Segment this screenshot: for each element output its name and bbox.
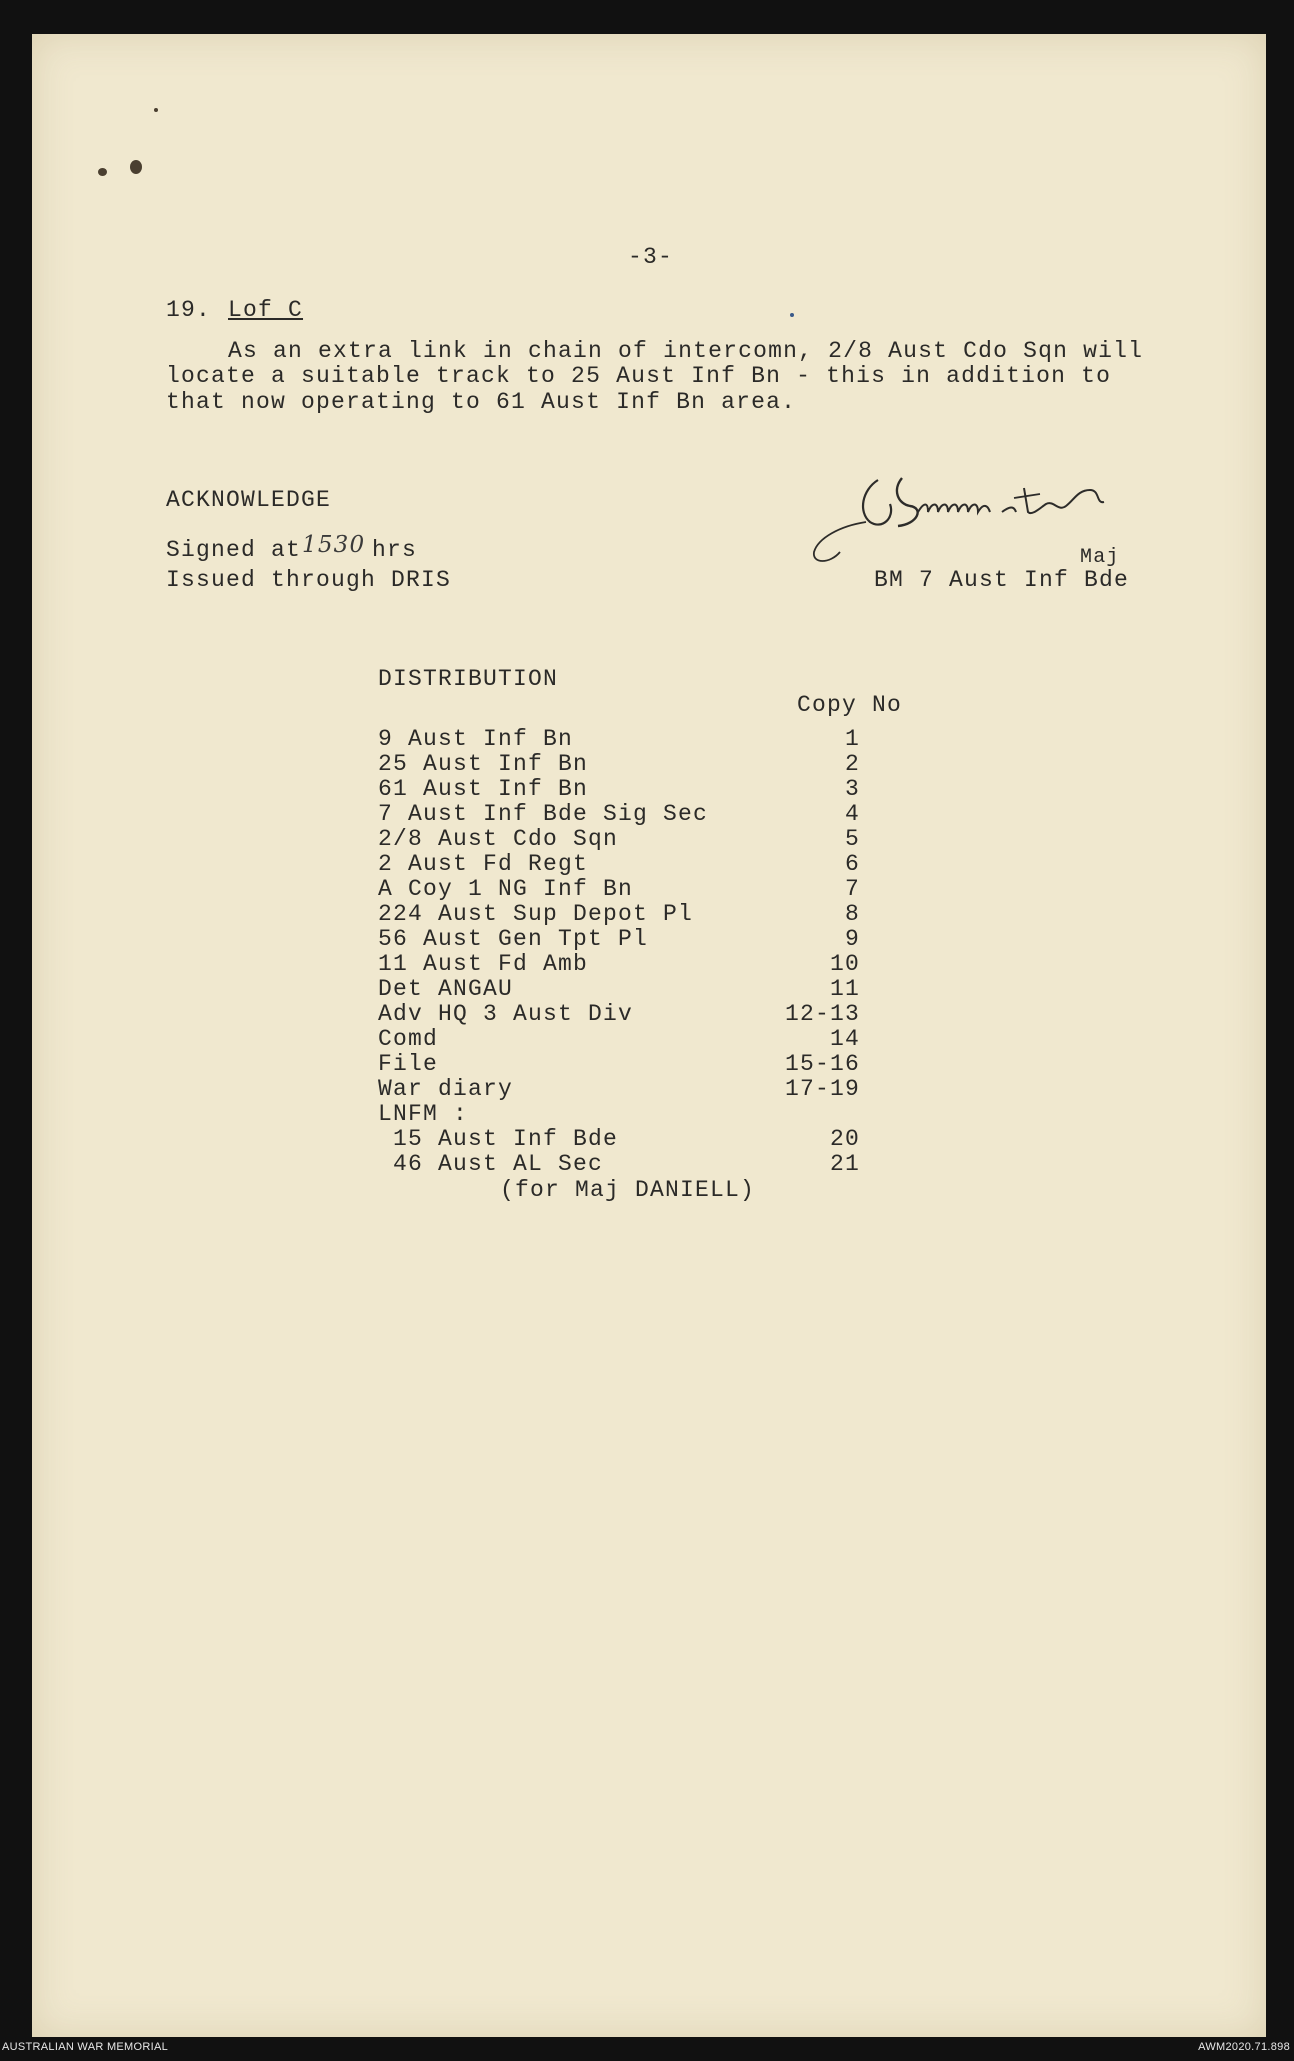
- distribution-row-copy: 14: [829, 1026, 860, 1052]
- body-line: that now operating to 61 Aust Inf Bn area.: [166, 389, 797, 415]
- distribution-row-copy: 15-16: [784, 1051, 860, 1077]
- document-page: [32, 34, 1266, 2037]
- distribution-row-name: A Coy 1 NG Inf Bn: [378, 876, 634, 902]
- footer-accession: AWM2020.71.898: [1198, 2041, 1290, 2053]
- footer-bar: [0, 2037, 1294, 2061]
- distribution-row-copy: 3: [844, 776, 860, 802]
- distribution-row-name: 46 Aust AL Sec: [378, 1151, 604, 1177]
- distribution-row-name: 224 Aust Sup Depot Pl: [378, 901, 694, 927]
- signature-rank: Maj: [1080, 546, 1120, 569]
- distribution-row-copy: 6: [844, 851, 860, 877]
- distribution-row-name: Adv HQ 3 Aust Div: [378, 1001, 634, 1027]
- distribution-row-name: 15 Aust Inf Bde: [378, 1126, 619, 1152]
- section-heading: Lof C: [228, 297, 304, 323]
- distribution-row-name: Det ANGAU: [378, 976, 514, 1002]
- distribution-row-copy: 10: [829, 951, 860, 977]
- section-number: 19.: [166, 297, 212, 323]
- signature-appointment: BM 7 Aust Inf Bde: [874, 567, 1130, 593]
- distribution-row-copy: 4: [844, 801, 860, 827]
- distribution-row-name: File: [378, 1051, 439, 1077]
- distribution-row-copy: 7: [844, 876, 860, 902]
- distribution-row-name: War diary: [378, 1076, 514, 1102]
- distribution-row-name: 25 Aust Inf Bn: [378, 751, 589, 777]
- distribution-row-copy: 21: [829, 1151, 860, 1177]
- body-line: As an extra link in chain of intercomn, 2/8 Aust Cdo Sqn will: [228, 338, 1144, 364]
- distribution-row-copy: 2: [844, 751, 860, 777]
- footer-source: AUSTRALIAN WAR MEMORIAL: [2, 2041, 169, 2053]
- distribution-row-copy: 8: [844, 901, 860, 927]
- distribution-row-copy: 17-19: [784, 1076, 860, 1102]
- distribution-row-copy: 20: [829, 1126, 860, 1152]
- distribution-row-name: 2/8 Aust Cdo Sqn: [378, 826, 619, 852]
- ink-speck: [154, 108, 158, 112]
- copy-no-header: Copy No: [797, 692, 903, 718]
- distribution-row-copy: 12-13: [784, 1001, 860, 1027]
- distribution-row-copy: 11: [829, 976, 860, 1002]
- distribution-row-name: 56 Aust Gen Tpt Pl: [378, 926, 649, 952]
- distribution-row-name: 61 Aust Inf Bn: [378, 776, 589, 802]
- signed-time-handwritten: 1530: [302, 532, 366, 558]
- ink-speck: [790, 313, 794, 317]
- distribution-row-name: LNFM :: [378, 1101, 469, 1127]
- distribution-row-copy: 5: [844, 826, 860, 852]
- signed-label: Signed at: [166, 537, 302, 563]
- signed-suffix: hrs: [372, 537, 418, 563]
- issued-through: Issued through DRIS: [166, 567, 452, 593]
- distribution-row-name: 2 Aust Fd Regt: [378, 851, 589, 877]
- distribution-row-name: 9 Aust Inf Bn: [378, 726, 574, 752]
- distribution-row-copy: 9: [844, 926, 860, 952]
- distribution-row-name: 7 Aust Inf Bde Sig Sec: [378, 801, 709, 827]
- distribution-row-copy: 1: [844, 726, 860, 752]
- ink-speck: [130, 160, 142, 174]
- ink-speck: [98, 168, 107, 176]
- distribution-note: (for Maj DANIELL): [500, 1177, 756, 1203]
- acknowledge-label: ACKNOWLEDGE: [166, 487, 332, 513]
- distribution-row-name: 11 Aust Fd Amb: [378, 951, 589, 977]
- body-line: locate a suitable track to 25 Aust Inf Bn - this in addition to: [166, 363, 1112, 389]
- page-number: -3-: [628, 244, 674, 270]
- distribution-row-name: Comd: [378, 1026, 439, 1052]
- distribution-title: DISTRIBUTION: [378, 666, 559, 692]
